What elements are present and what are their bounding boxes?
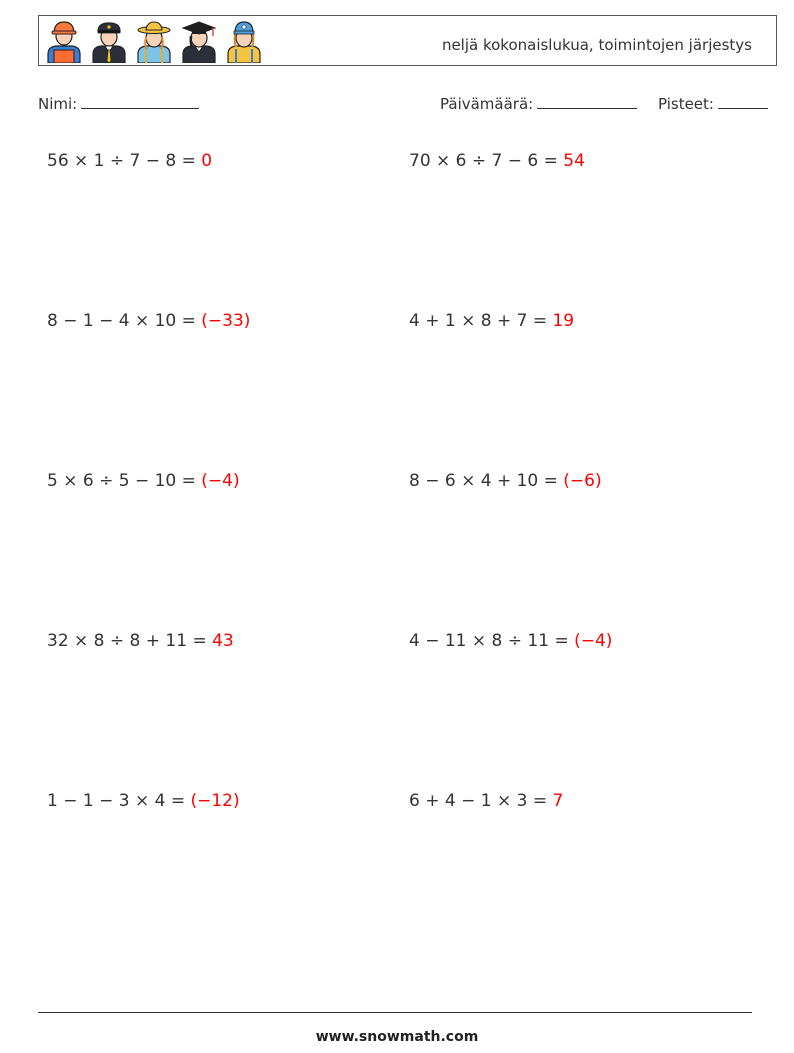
score-blank[interactable]	[718, 94, 768, 109]
date-label: Päivämäärä:	[440, 95, 534, 113]
problem-expression: 70 × 6 ÷ 7 − 6 =	[409, 151, 564, 171]
problem-expression: 8 − 1 − 4 × 10 =	[47, 311, 202, 331]
problem-answer: (−4)	[201, 471, 240, 491]
problem-2	[409, 151, 585, 171]
problem-answer: 0	[201, 151, 213, 171]
problem-answer: (−12)	[190, 791, 240, 811]
score-label: Pisteet:	[658, 95, 714, 113]
problem-expression: 4 + 1 × 8 + 7 =	[409, 311, 553, 331]
problem-answer: (−33)	[201, 311, 251, 331]
problem-8	[409, 631, 612, 651]
graduate-icon	[180, 19, 218, 63]
problem-9	[47, 791, 240, 811]
problem-expression: 4 − 11 × 8 ÷ 11 =	[409, 631, 575, 651]
farmer-icon	[135, 19, 173, 63]
problem-answer: 43	[212, 631, 234, 651]
problem-answer: (−4)	[574, 631, 613, 651]
problem-expression: 6 + 4 − 1 × 3 =	[409, 791, 553, 811]
problem-expression: 5 × 6 ÷ 5 − 10 =	[47, 471, 202, 491]
nurse-icon	[225, 19, 263, 63]
problem-6	[409, 471, 602, 491]
problem-answer: (−6)	[563, 471, 602, 491]
name-label: Nimi:	[38, 95, 78, 113]
problem-answer: 54	[563, 151, 585, 171]
problem-expression: 1 − 1 − 3 × 4 =	[47, 791, 191, 811]
problem-expression: 8 − 6 × 4 + 10 =	[409, 471, 564, 491]
name-field	[38, 94, 199, 113]
pilot-icon	[90, 19, 128, 63]
problem-4	[409, 311, 574, 331]
score-field	[658, 94, 768, 113]
problem-1	[47, 151, 212, 171]
avatar-strip	[45, 19, 263, 63]
date-field	[440, 94, 637, 113]
problem-3	[47, 311, 250, 331]
problem-10	[409, 791, 563, 811]
name-blank[interactable]	[81, 94, 199, 109]
construction-worker-icon	[45, 19, 83, 63]
worksheet-title: neljä kokonaislukua, toimintojen järjestys	[441, 36, 752, 54]
problem-expression: 56 × 1 ÷ 7 − 8 =	[47, 151, 202, 171]
problem-expression: 32 × 8 ÷ 8 + 11 =	[47, 631, 213, 651]
footer-website: www.snowmath.com	[315, 1029, 479, 1045]
problem-5	[47, 471, 240, 491]
worksheet-header	[38, 15, 777, 66]
problem-answer: 19	[552, 311, 575, 331]
date-blank[interactable]	[537, 94, 637, 109]
problem-7	[47, 631, 234, 651]
footer-divider	[38, 1012, 752, 1013]
problem-answer: 7	[552, 791, 564, 811]
